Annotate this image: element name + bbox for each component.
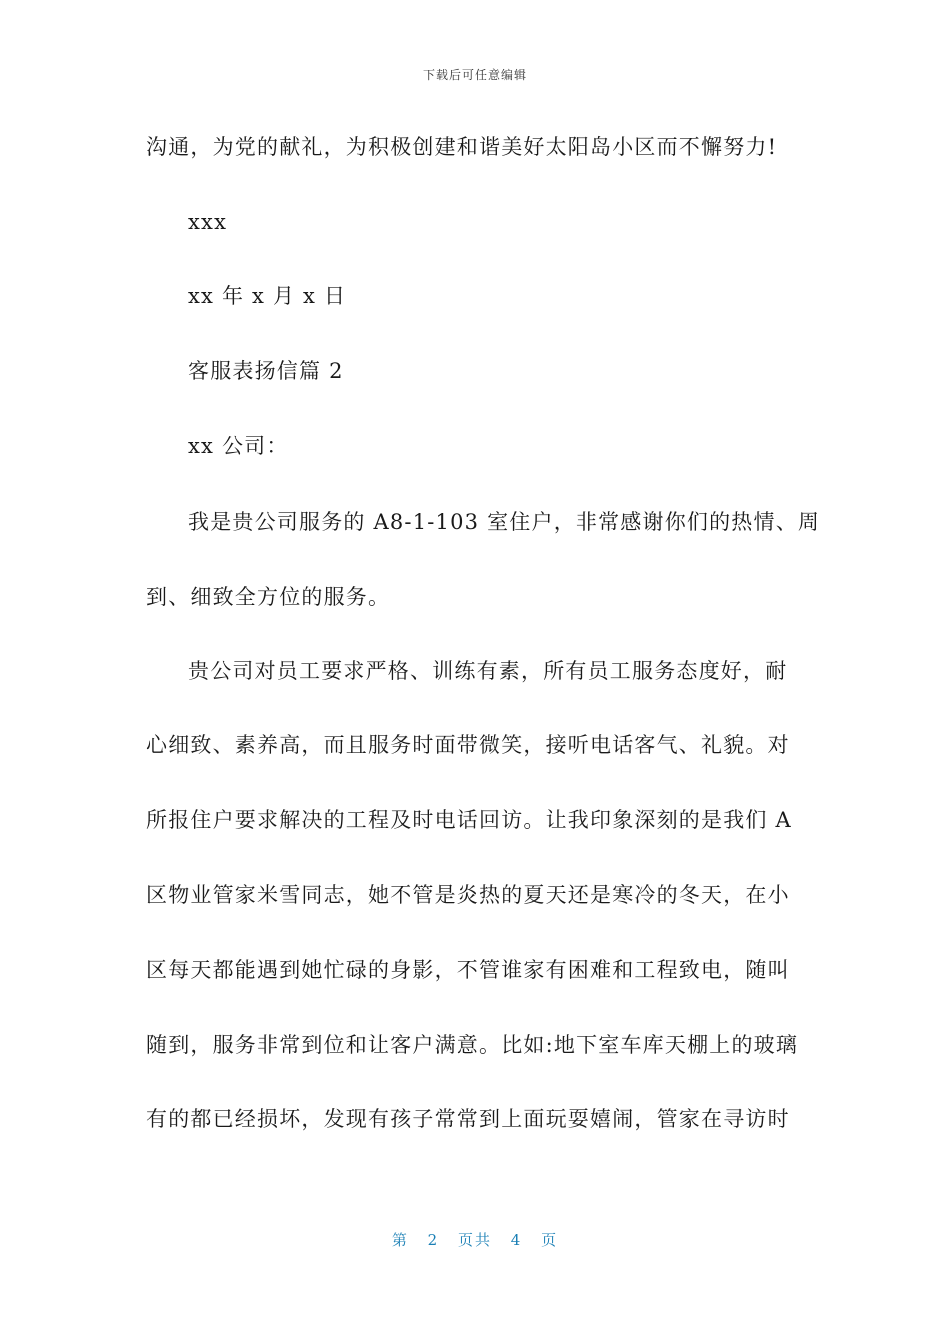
paragraph-line: 有的都已经损坏，发现有孩子常常到上面玩耍嬉闹，管家在寻访时 <box>146 1107 790 1131</box>
paragraph-line: 到、细致全方位的服务。 <box>146 585 391 609</box>
section-title: 客服表扬信篇 2 <box>188 359 344 383</box>
paragraph-line: 心细致、素养高，而且服务时面带微笑，接听电话客气、礼貌。对 <box>146 733 790 757</box>
paragraph-line: 随到，服务非常到位和让客户满意。比如:地下室车库天棚上的玻璃 <box>146 1033 799 1057</box>
signature-date: xx 年 x 月 x 日 <box>188 284 347 308</box>
download-note: 下载后可任意编辑 <box>422 68 527 82</box>
paragraph-line: 区物业管家米雪同志，她不管是炎热的夏天还是寒冷的冬天，在小 <box>146 883 790 907</box>
signature-name: xxx <box>188 210 228 234</box>
paragraph-line: 区每天都能遇到她忙碌的身影，不管谁家有困难和工程致电，随叫 <box>146 958 790 982</box>
paragraph-line: 贵公司对员工要求严格、训练有素，所有员工服务态度好，耐 <box>188 659 788 683</box>
paragraph-line: 沟通，为党的献礼，为积极创建和谐美好太阳岛小区而不懈努力! <box>146 135 778 159</box>
page-indicator: 第 2 页共 4 页 <box>391 1231 559 1249</box>
paragraph-line: 所报住户要求解决的工程及时电话回访。让我印象深刻的是我们 A <box>146 808 792 832</box>
paragraph-line: 我是贵公司服务的 A8-1-103 室住户，非常感谢你们的热情、周 <box>188 510 821 534</box>
salutation: xx 公司： <box>188 434 289 458</box>
